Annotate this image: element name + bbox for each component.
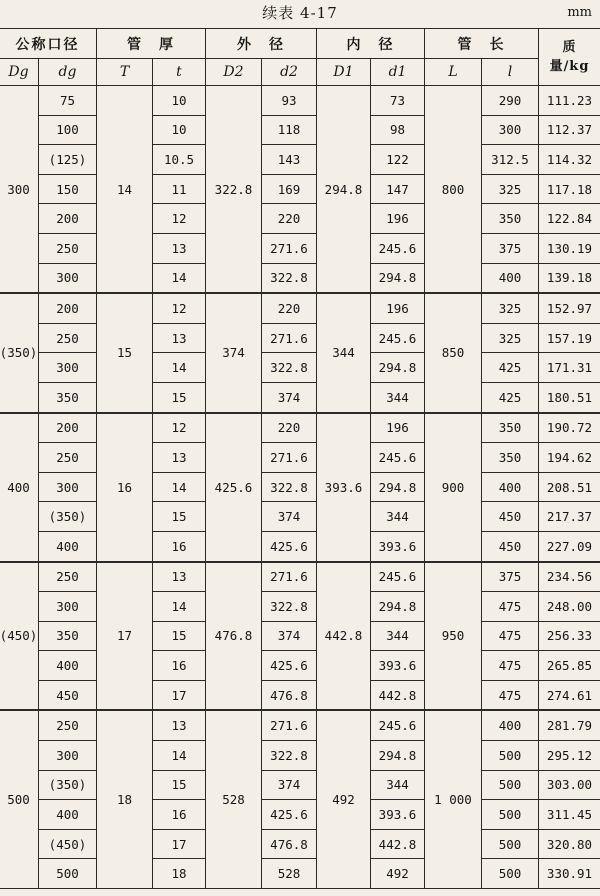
cell-thickness-t: 16	[153, 800, 206, 830]
table-row	[0, 353, 600, 383]
cell-nominal-Dg: (450)	[0, 562, 39, 711]
cell-inner-d1: 492	[371, 859, 425, 889]
header-row-symbols	[0, 59, 600, 86]
cell-mass: 256.33	[539, 621, 600, 651]
cell-length-l: 450	[482, 502, 539, 532]
cell-inner-d1: 196	[371, 293, 425, 323]
cell-length-l: 375	[482, 562, 539, 592]
cell-length-l: 400	[482, 472, 539, 502]
cell-mass: 311.45	[539, 800, 600, 830]
cell-branch-dg: 300	[39, 741, 97, 771]
pipe-spec-table	[0, 28, 600, 889]
cell-thickness-T: 15	[97, 293, 153, 412]
symbol-d2: d2	[262, 59, 317, 86]
cell-branch-dg: 250	[39, 323, 97, 353]
cell-length-l: 425	[482, 382, 539, 412]
cell-thickness-t: 17	[153, 680, 206, 710]
cell-length-l: 475	[482, 621, 539, 651]
cell-branch-dg: 250	[39, 443, 97, 473]
cell-thickness-t: 10	[153, 86, 206, 116]
cell-outer-d2: 374	[262, 502, 317, 532]
cell-outer-d2: 271.6	[262, 323, 317, 353]
cell-length-L: 1 000	[425, 710, 482, 888]
unit-label: mm	[567, 5, 592, 20]
table-row	[0, 592, 600, 622]
cell-outer-d2: 425.6	[262, 800, 317, 830]
table-title: 续表 4-17	[262, 4, 338, 22]
table-body	[0, 86, 600, 889]
table-row	[0, 204, 600, 234]
cell-nominal-Dg: 300	[0, 86, 39, 294]
cell-thickness-t: 14	[153, 353, 206, 383]
cell-mass: 274.61	[539, 680, 600, 710]
cell-thickness-t: 13	[153, 710, 206, 740]
cell-thickness-T: 16	[97, 413, 153, 562]
cell-outer-d2: 425.6	[262, 651, 317, 681]
cell-inner-d1: 196	[371, 413, 425, 443]
table-row	[0, 86, 600, 116]
table-row	[0, 293, 600, 323]
cell-outer-d2: 322.8	[262, 741, 317, 771]
table-row	[0, 770, 600, 800]
cell-outer-d2: 322.8	[262, 263, 317, 293]
cell-thickness-t: 16	[153, 651, 206, 681]
cell-inner-d1: 442.8	[371, 680, 425, 710]
cell-mass: 157.19	[539, 323, 600, 353]
cell-nominal-Dg: 500	[0, 710, 39, 888]
cell-length-l: 400	[482, 710, 539, 740]
cell-thickness-T: 18	[97, 710, 153, 888]
table-row	[0, 174, 600, 204]
cell-thickness-T: 14	[97, 86, 153, 294]
cell-inner-d1: 294.8	[371, 353, 425, 383]
header-outer-diameter: 外 径	[206, 29, 317, 59]
header-row-groups	[0, 29, 600, 59]
symbol-Dg: Dg	[0, 59, 39, 86]
cell-inner-d1: 344	[371, 621, 425, 651]
table-row	[0, 323, 600, 353]
cell-outer-d2: 220	[262, 204, 317, 234]
cell-outer-d2: 271.6	[262, 233, 317, 263]
cell-outer-d2: 374	[262, 621, 317, 651]
cell-inner-d1: 393.6	[371, 531, 425, 561]
cell-mass: 320.80	[539, 829, 600, 859]
cell-thickness-t: 14	[153, 741, 206, 771]
cell-outer-D2: 476.8	[206, 562, 262, 711]
table-row	[0, 859, 600, 889]
cell-mass: 139.18	[539, 263, 600, 293]
cell-outer-d2: 374	[262, 382, 317, 412]
cell-thickness-t: 12	[153, 413, 206, 443]
cell-length-l: 300	[482, 115, 539, 145]
cell-outer-d2: 476.8	[262, 829, 317, 859]
cell-thickness-t: 13	[153, 562, 206, 592]
cell-inner-d1: 393.6	[371, 800, 425, 830]
cell-inner-D1: 442.8	[317, 562, 371, 711]
cell-thickness-t: 15	[153, 770, 206, 800]
cell-inner-d1: 245.6	[371, 443, 425, 473]
cell-mass: 180.51	[539, 382, 600, 412]
cell-length-l: 500	[482, 859, 539, 889]
symbol-D1: D1	[317, 59, 371, 86]
cell-mass: 295.12	[539, 741, 600, 771]
cell-mass: 111.23	[539, 86, 600, 116]
cell-mass: 114.32	[539, 145, 600, 175]
cell-thickness-t: 12	[153, 293, 206, 323]
cell-inner-d1: 294.8	[371, 263, 425, 293]
cell-branch-dg: 300	[39, 353, 97, 383]
cell-outer-d2: 118	[262, 115, 317, 145]
cell-outer-d2: 220	[262, 413, 317, 443]
cell-inner-D1: 294.8	[317, 86, 371, 294]
cell-outer-D2: 425.6	[206, 413, 262, 562]
symbol-D2: D2	[206, 59, 262, 86]
cell-thickness-t: 10	[153, 115, 206, 145]
cell-thickness-t: 14	[153, 263, 206, 293]
cell-outer-d2: 374	[262, 770, 317, 800]
cell-branch-dg: 75	[39, 86, 97, 116]
cell-branch-dg: 250	[39, 233, 97, 263]
cell-inner-d1: 245.6	[371, 233, 425, 263]
cell-branch-dg: 400	[39, 531, 97, 561]
cell-inner-d1: 245.6	[371, 323, 425, 353]
header-pipe-length: 管 长	[425, 29, 539, 59]
cell-mass: 194.62	[539, 443, 600, 473]
cell-thickness-t: 14	[153, 472, 206, 502]
cell-mass: 130.19	[539, 233, 600, 263]
cell-thickness-t: 16	[153, 531, 206, 561]
table-row	[0, 233, 600, 263]
table-row	[0, 145, 600, 175]
cell-inner-d1: 147	[371, 174, 425, 204]
cell-thickness-t: 15	[153, 502, 206, 532]
cell-length-l: 325	[482, 323, 539, 353]
symbol-l: l	[482, 59, 539, 86]
cell-branch-dg: 400	[39, 800, 97, 830]
cell-branch-dg: 300	[39, 472, 97, 502]
cell-length-l: 290	[482, 86, 539, 116]
cell-branch-dg: (450)	[39, 829, 97, 859]
cell-thickness-t: 14	[153, 592, 206, 622]
symbol-t: t	[153, 59, 206, 86]
cell-mass: 152.97	[539, 293, 600, 323]
cell-length-L: 850	[425, 293, 482, 412]
table-row	[0, 531, 600, 561]
cell-thickness-T: 17	[97, 562, 153, 711]
cell-inner-d1: 294.8	[371, 592, 425, 622]
table-row	[0, 472, 600, 502]
cell-outer-D2: 374	[206, 293, 262, 412]
cell-mass: 265.85	[539, 651, 600, 681]
symbol-dg: dg	[39, 59, 97, 86]
cell-outer-D2: 322.8	[206, 86, 262, 294]
cell-mass: 171.31	[539, 353, 600, 383]
cell-thickness-t: 13	[153, 233, 206, 263]
cell-branch-dg: 400	[39, 651, 97, 681]
cell-branch-dg: 500	[39, 859, 97, 889]
cell-length-L: 950	[425, 562, 482, 711]
cell-length-l: 325	[482, 174, 539, 204]
symbol-T: T	[97, 59, 153, 86]
table-row	[0, 115, 600, 145]
table-row	[0, 562, 600, 592]
cell-length-l: 500	[482, 800, 539, 830]
table-row	[0, 382, 600, 412]
cell-mass: 112.37	[539, 115, 600, 145]
cell-inner-D1: 393.6	[317, 413, 371, 562]
cell-length-l: 425	[482, 353, 539, 383]
cell-length-l: 475	[482, 592, 539, 622]
cell-length-l: 350	[482, 413, 539, 443]
cell-branch-dg: (350)	[39, 502, 97, 532]
cell-inner-d1: 245.6	[371, 710, 425, 740]
cell-branch-dg: 100	[39, 115, 97, 145]
cell-mass: 122.84	[539, 204, 600, 234]
header-wall-thickness: 管 厚	[97, 29, 206, 59]
cell-outer-d2: 271.6	[262, 562, 317, 592]
cell-inner-d1: 344	[371, 502, 425, 532]
cell-branch-dg: 150	[39, 174, 97, 204]
cell-branch-dg: 200	[39, 293, 97, 323]
cell-branch-dg: 450	[39, 680, 97, 710]
cell-thickness-t: 18	[153, 859, 206, 889]
table-row	[0, 710, 600, 740]
cell-length-l: 475	[482, 651, 539, 681]
cell-length-L: 900	[425, 413, 482, 562]
table-row	[0, 413, 600, 443]
cell-outer-d2: 476.8	[262, 680, 317, 710]
cell-length-l: 500	[482, 770, 539, 800]
cell-inner-d1: 442.8	[371, 829, 425, 859]
table-row	[0, 741, 600, 771]
table-row	[0, 502, 600, 532]
cell-outer-d2: 322.8	[262, 592, 317, 622]
cell-inner-d1: 73	[371, 86, 425, 116]
cell-outer-d2: 528	[262, 859, 317, 889]
header-nominal-diameter: 公称口径	[0, 29, 97, 59]
cell-branch-dg: 300	[39, 592, 97, 622]
cell-outer-d2: 169	[262, 174, 317, 204]
cell-thickness-t: 13	[153, 323, 206, 353]
cell-branch-dg: 300	[39, 263, 97, 293]
cell-mass: 330.91	[539, 859, 600, 889]
cell-branch-dg: 350	[39, 382, 97, 412]
cell-length-l: 350	[482, 204, 539, 234]
cell-branch-dg: (350)	[39, 770, 97, 800]
cell-mass: 227.09	[539, 531, 600, 561]
cell-thickness-t: 17	[153, 829, 206, 859]
cell-outer-d2: 271.6	[262, 710, 317, 740]
cell-length-L: 800	[425, 86, 482, 294]
cell-outer-d2: 220	[262, 293, 317, 323]
cell-inner-d1: 245.6	[371, 562, 425, 592]
cell-mass: 217.37	[539, 502, 600, 532]
table-row	[0, 829, 600, 859]
cell-inner-D1: 492	[317, 710, 371, 888]
cell-inner-d1: 122	[371, 145, 425, 175]
cell-branch-dg: 200	[39, 204, 97, 234]
symbol-L: L	[425, 59, 482, 86]
cell-branch-dg: 250	[39, 710, 97, 740]
cell-thickness-t: 12	[153, 204, 206, 234]
cell-outer-d2: 322.8	[262, 472, 317, 502]
cell-outer-d2: 271.6	[262, 443, 317, 473]
cell-length-l: 400	[482, 263, 539, 293]
cell-inner-d1: 344	[371, 382, 425, 412]
cell-outer-d2: 93	[262, 86, 317, 116]
cell-outer-d2: 322.8	[262, 353, 317, 383]
cell-mass: 117.18	[539, 174, 600, 204]
cell-thickness-t: 15	[153, 382, 206, 412]
cell-branch-dg: 250	[39, 562, 97, 592]
cell-inner-d1: 196	[371, 204, 425, 234]
cell-mass: 281.79	[539, 710, 600, 740]
cell-inner-d1: 393.6	[371, 651, 425, 681]
cell-length-l: 450	[482, 531, 539, 561]
cell-outer-D2: 528	[206, 710, 262, 888]
cell-inner-d1: 98	[371, 115, 425, 145]
cell-length-l: 312.5	[482, 145, 539, 175]
cell-length-l: 375	[482, 233, 539, 263]
cell-thickness-t: 15	[153, 621, 206, 651]
cell-mass: 190.72	[539, 413, 600, 443]
cell-branch-dg: 350	[39, 621, 97, 651]
cell-mass: 248.00	[539, 592, 600, 622]
table-row	[0, 651, 600, 681]
cell-thickness-t: 13	[153, 443, 206, 473]
header-inner-diameter: 内 径	[317, 29, 425, 59]
cell-mass: 234.56	[539, 562, 600, 592]
table-row	[0, 680, 600, 710]
cell-length-l: 500	[482, 829, 539, 859]
table-row	[0, 621, 600, 651]
cell-thickness-t: 10.5	[153, 145, 206, 175]
cell-thickness-t: 11	[153, 174, 206, 204]
cell-nominal-Dg: (350)	[0, 293, 39, 412]
cell-outer-d2: 143	[262, 145, 317, 175]
table-row	[0, 800, 600, 830]
cell-inner-d1: 344	[371, 770, 425, 800]
cell-nominal-Dg: 400	[0, 413, 39, 562]
cell-length-l: 325	[482, 293, 539, 323]
cell-length-l: 350	[482, 443, 539, 473]
cell-inner-D1: 344	[317, 293, 371, 412]
cell-mass: 303.00	[539, 770, 600, 800]
cell-length-l: 475	[482, 680, 539, 710]
cell-inner-d1: 294.8	[371, 741, 425, 771]
header-mass: 质 量/kg	[539, 29, 600, 86]
cell-mass: 208.51	[539, 472, 600, 502]
cell-inner-d1: 294.8	[371, 472, 425, 502]
table-row	[0, 443, 600, 473]
cell-branch-dg: (125)	[39, 145, 97, 175]
cell-outer-d2: 425.6	[262, 531, 317, 561]
cell-branch-dg: 200	[39, 413, 97, 443]
cell-length-l: 500	[482, 741, 539, 771]
symbol-d1: d1	[371, 59, 425, 86]
table-row	[0, 263, 600, 293]
